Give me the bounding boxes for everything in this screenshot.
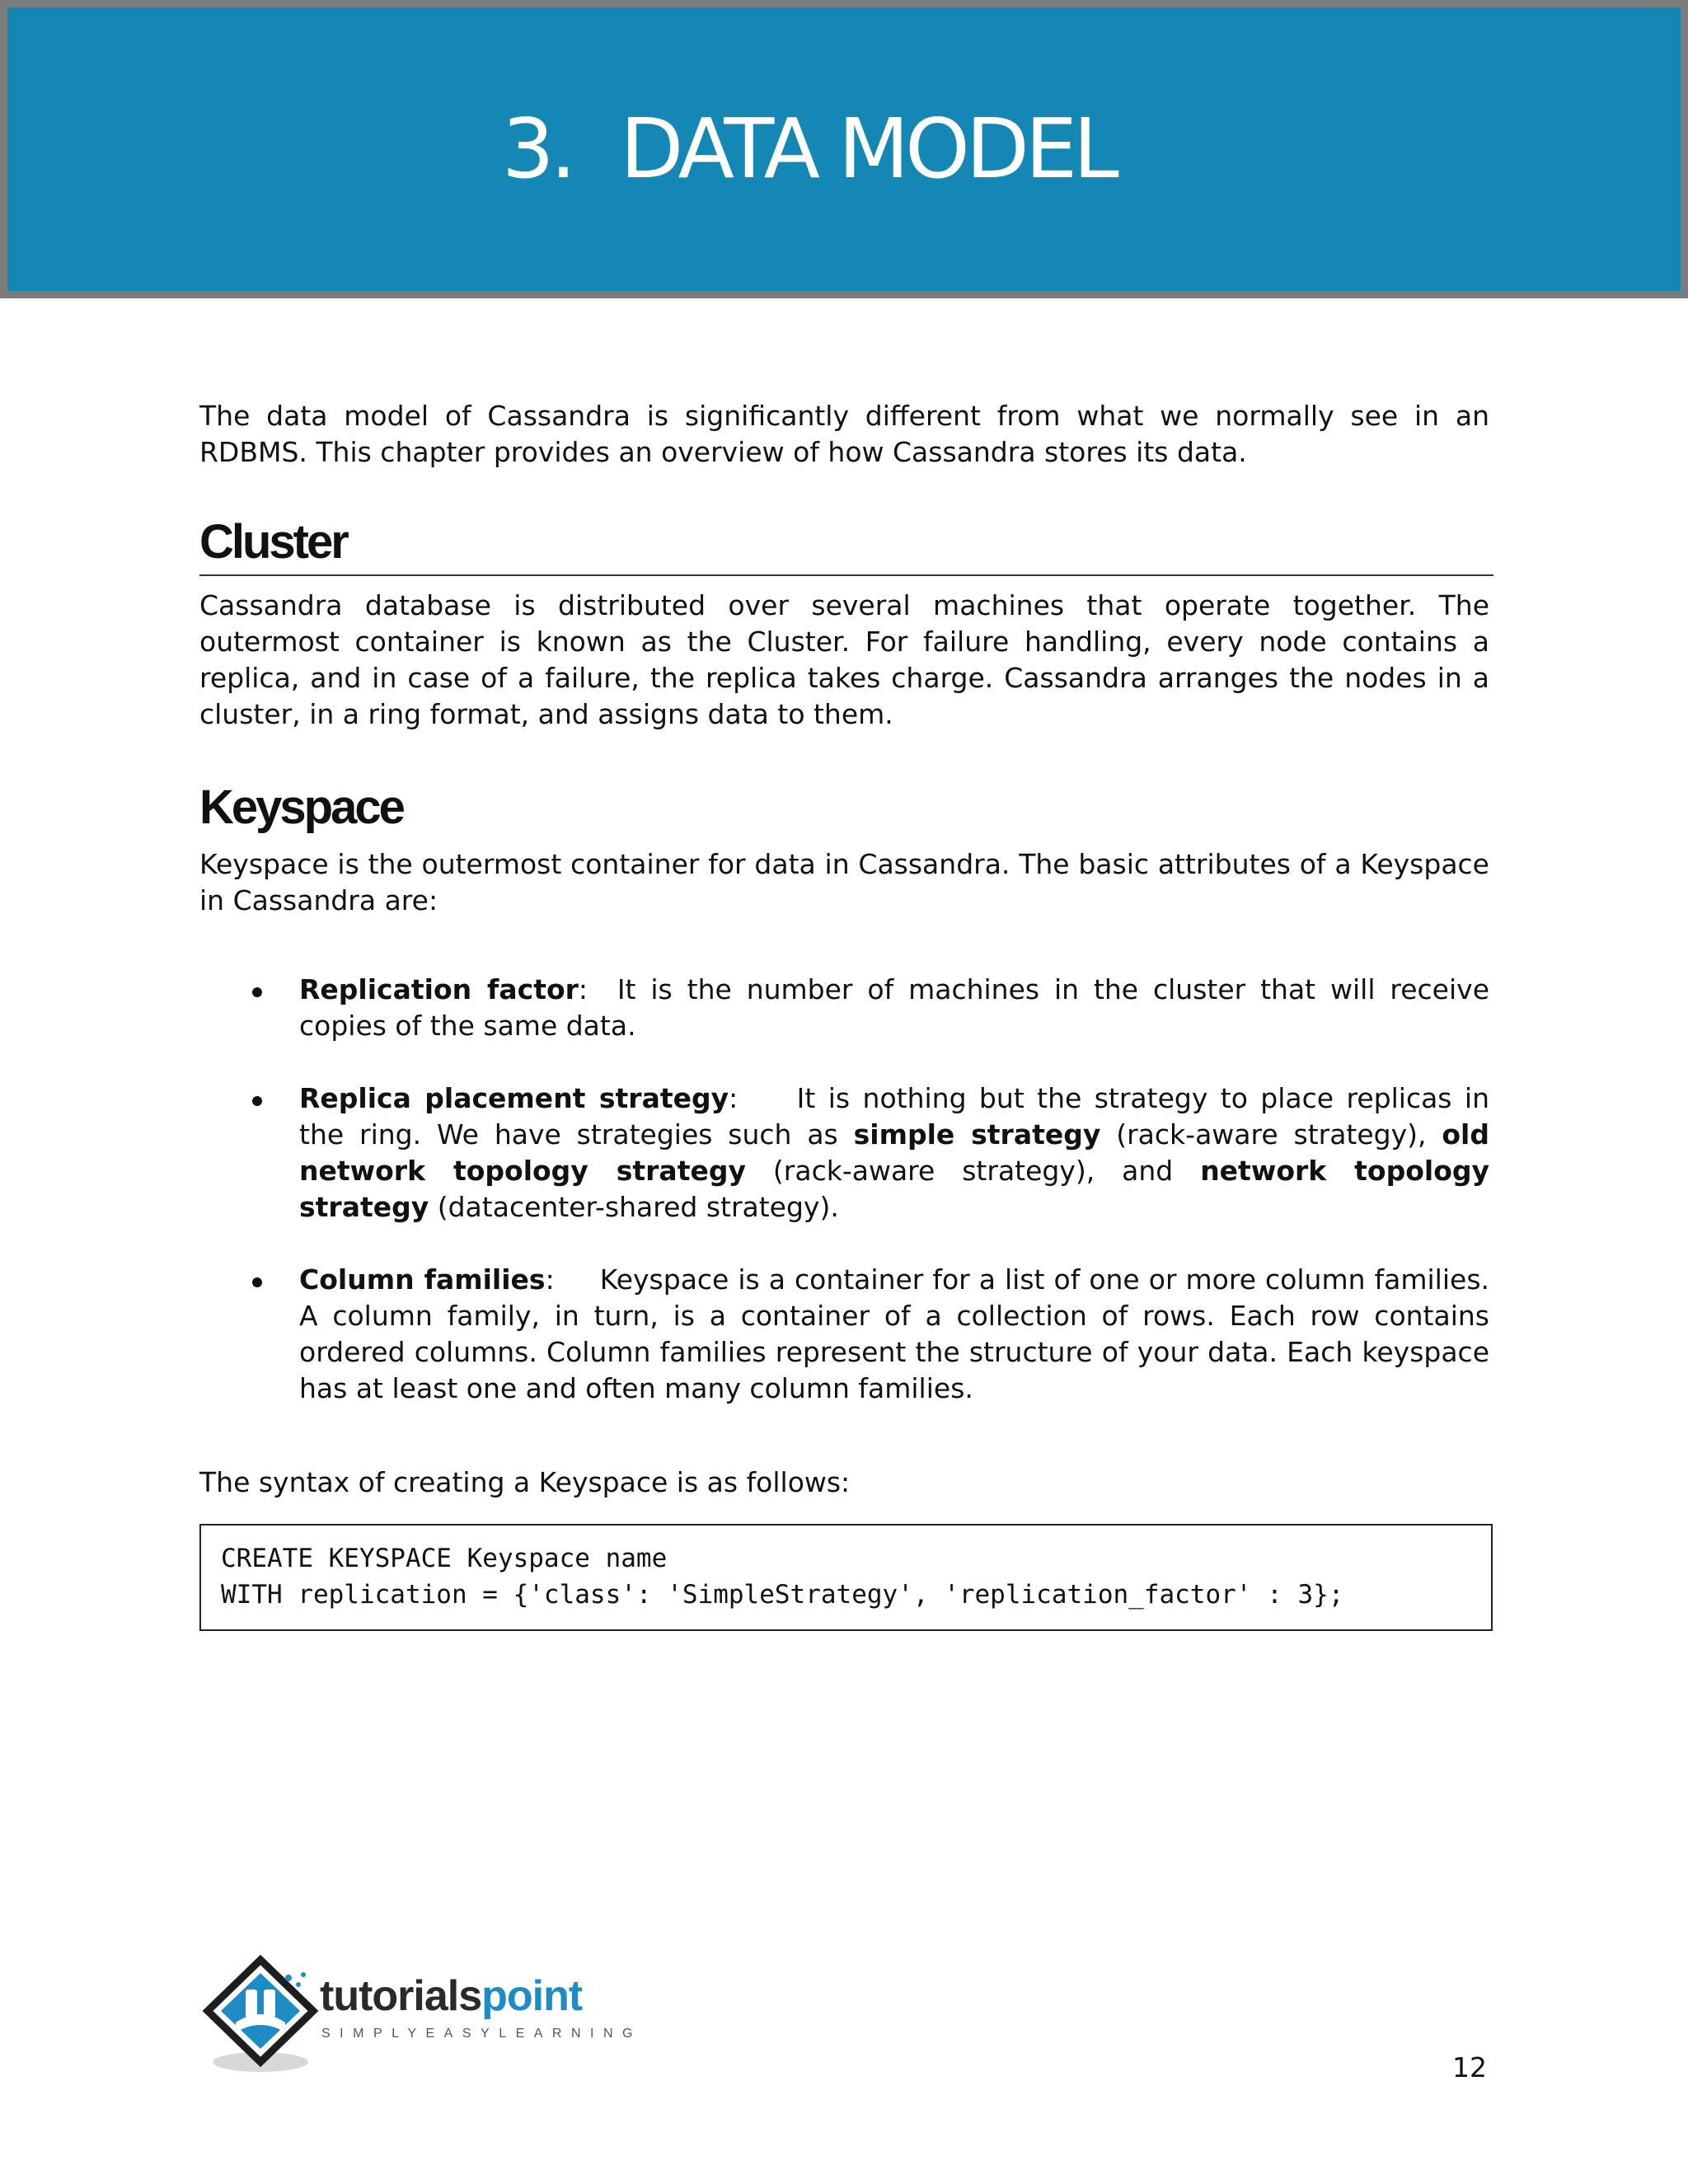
chapter-title — [502, 100, 1115, 199]
list-item-description: (datacenter-shared strategy). — [429, 1191, 839, 1223]
keyspace-paragraph: Keyspace is the outermost container for data in Cassandra. The basic attributes of a Keyspace in Cassandra are: — [199, 848, 1489, 916]
list-item-description: Keyspace is a container for a list of one or more column families. A column family, in turn, is a container of a collection of rows. Each row contains ordered columns. Column families represent the structure of your data. Each keyspace has at least one and often many column families. — [299, 1263, 1490, 1404]
list-item-term: Column families — [299, 1263, 546, 1296]
syntax-intro: The syntax of creating a Keyspace is as follows: — [199, 1466, 851, 1498]
strategy-term: simple strategy — [853, 1118, 1101, 1151]
list-item — [199, 1262, 1489, 1407]
bullet-icon — [252, 1096, 262, 1106]
strategy-term: network topology strategy — [299, 1155, 1489, 1223]
chapter-banner — [0, 0, 1688, 298]
list-item — [199, 1080, 1489, 1226]
strategy-term: old network topology strategy — [299, 1118, 1489, 1187]
keyspace-attributes-list — [199, 972, 1489, 1407]
code-block — [199, 1524, 1493, 1631]
list-item-separator: : — [545, 1263, 555, 1296]
chapter-number: 3. — [502, 101, 573, 197]
list-item-description: (rack-aware strategy), and — [745, 1155, 1201, 1187]
bullet-icon — [252, 1277, 262, 1287]
list-item-description: (rack-aware strategy), — [1100, 1118, 1442, 1151]
bullet-icon — [252, 987, 262, 997]
logo-wordmark — [320, 1971, 582, 2021]
logo-word-point: point — [481, 1972, 583, 2020]
logo-word-tutorials: tutorials — [320, 1972, 482, 2020]
cluster-paragraph: Cassandra database is distributed over several machines that operate together. The outermost container is known as the Cluster. For failure handling, every node contains a replica, and in case of a failure, the replica takes charge. Cassandra arranges the nodes in a cluster, in a ring format, and assigns data to them. — [199, 589, 1489, 730]
logo-tagline: SIMPLYEASYLEARNING — [321, 2027, 642, 2041]
list-item-text — [299, 1080, 1489, 1226]
keyspace-heading: Keyspace — [199, 780, 403, 834]
cluster-heading: Cluster — [199, 513, 1493, 576]
list-item-separator: : — [578, 973, 588, 1005]
intro-paragraph: The data model of Cassandra is significantly different from what we normally see in an RDBMS. This chapter provides an overview of how Cassandra stores its data. — [199, 400, 1489, 468]
list-item-term: Replica placement strategy — [299, 1082, 729, 1114]
list-item-description: It is nothing but the strategy to place replicas in the ring. We have strategies such as — [299, 1082, 1489, 1151]
code-line: WITH replication = {'class': 'SimpleStrategy', 'replication_factor' : 3}; — [221, 1580, 1344, 1610]
list-item-text — [299, 972, 1489, 1044]
logo-emblem-icon — [196, 1953, 328, 2077]
list-item-text — [299, 1262, 1489, 1407]
page-content — [199, 398, 1489, 1631]
list-item-term: Replication factor — [299, 973, 579, 1005]
page-number: 12 — [1452, 2051, 1487, 2083]
list-item — [199, 972, 1489, 1044]
list-item-separator: : — [729, 1082, 738, 1114]
list-item-description: It is the number of machines in the cluster that will receive copies of the same data. — [299, 973, 1489, 1042]
chapter-title-text: DATA MODEL — [620, 101, 1115, 197]
code-line: CREATE KEYSPACE Keyspace name — [221, 1544, 668, 1573]
tutorialspoint-logo — [196, 1953, 642, 2077]
